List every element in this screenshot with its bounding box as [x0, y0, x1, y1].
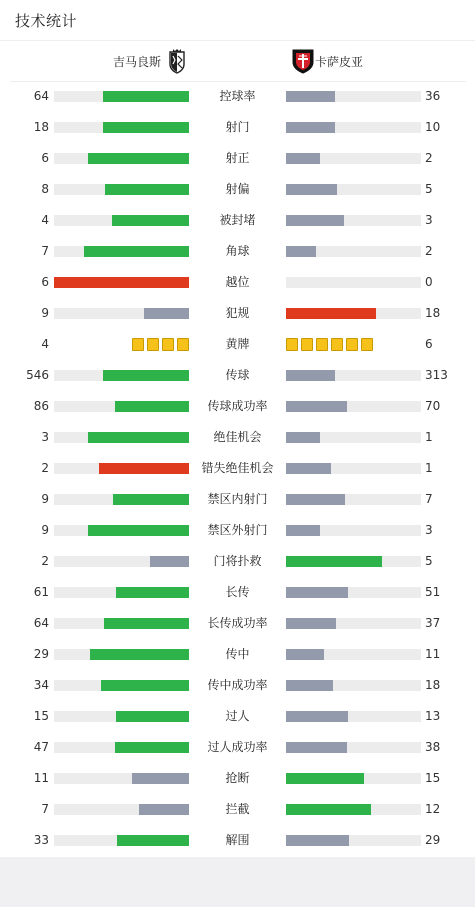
away-stat-value: 5: [425, 182, 433, 196]
stat-row: [0, 515, 475, 546]
stat-row: [0, 143, 475, 174]
home-stat-bar: [54, 122, 189, 133]
stat-row: [0, 825, 475, 856]
away-stat-bar-fill: [286, 246, 316, 257]
away-stat-value: 6: [425, 337, 433, 351]
away-stat-bar-fill: [286, 556, 382, 567]
yellow-card-icon: [162, 338, 174, 351]
away-stat-value: 10: [425, 120, 441, 134]
away-stat-bar: [286, 122, 421, 133]
stat-row: [0, 608, 475, 639]
home-stat-value: 15: [33, 709, 49, 723]
home-stat-bar-fill: [103, 122, 189, 133]
away-stat-bar: [286, 556, 421, 567]
away-stat-value: 29: [425, 833, 441, 847]
home-stat-bar-fill: [115, 742, 189, 753]
home-stat-value: 4: [41, 337, 49, 351]
home-stat-value: 8: [41, 182, 49, 196]
home-stat-value: 34: [33, 678, 49, 692]
stat-label: 控球率: [219, 89, 256, 103]
home-stat-value: 6: [41, 151, 49, 165]
home-stat-value: 9: [41, 306, 49, 320]
home-stat-value: 9: [41, 523, 49, 537]
away-stat-bar: [286, 804, 421, 815]
stat-row: [0, 112, 475, 143]
stat-label: 抢断: [225, 771, 250, 785]
home-stat-bar-fill: [104, 618, 189, 629]
home-stat-value: 29: [33, 647, 49, 661]
home-stat-value: 33: [33, 833, 49, 847]
home-yellow-cards: [132, 338, 189, 351]
away-stat-bar: [286, 587, 421, 598]
away-stat-bar: [286, 525, 421, 536]
away-stat-bar-fill: [286, 153, 320, 164]
away-stat-bar-fill: [286, 494, 345, 505]
away-stat-value: 3: [425, 523, 433, 537]
away-stat-bar: [286, 184, 421, 195]
page-title: 技术统计: [15, 12, 78, 30]
home-stat-value: 6: [41, 275, 49, 289]
stat-row: [0, 267, 475, 298]
away-stat-value: 70: [425, 399, 441, 413]
home-stat-bar-fill: [99, 463, 189, 474]
away-stat-value: 7: [425, 492, 433, 506]
away-stat-value: 2: [425, 151, 433, 165]
away-stat-bar: [286, 494, 421, 505]
home-stat-bar-fill: [150, 556, 189, 567]
yellow-card-icon: [346, 338, 358, 351]
home-stat-bar: [54, 494, 189, 505]
yellow-card-icon: [132, 338, 144, 351]
away-stat-bar-fill: [286, 680, 333, 691]
home-stat-bar: [54, 401, 189, 412]
stat-label: 黄牌: [225, 337, 250, 351]
away-yellow-cards: [286, 338, 373, 351]
home-stat-bar: [54, 711, 189, 722]
stat-label: 越位: [225, 275, 250, 289]
home-stat-bar-fill: [105, 184, 189, 195]
stat-row: [0, 639, 475, 670]
away-stat-bar-fill: [286, 215, 344, 226]
away-stat-bar: [286, 277, 421, 288]
away-stat-value: 313: [425, 368, 448, 382]
yellow-card-icon: [286, 338, 298, 351]
home-stat-value: 18: [33, 120, 49, 134]
away-stat-value: 18: [425, 678, 441, 692]
away-stat-value: 51: [425, 585, 441, 599]
away-stat-bar-fill: [286, 804, 371, 815]
stat-label: 射正: [225, 151, 250, 165]
away-stat-bar-fill: [286, 742, 347, 753]
home-stat-bar-fill: [103, 91, 189, 102]
away-stat-value: 2: [425, 244, 433, 258]
home-stat-bar: [54, 556, 189, 567]
home-stat-value: 9: [41, 492, 49, 506]
home-stat-bar: [54, 153, 189, 164]
stat-row: [0, 701, 475, 732]
away-stat-value: 0: [425, 275, 433, 289]
away-stat-bar: [286, 401, 421, 412]
stat-row: [0, 205, 475, 236]
away-stat-value: 18: [425, 306, 441, 320]
away-stat-value: 3: [425, 213, 433, 227]
stat-label: 射偏: [225, 182, 250, 196]
stat-label: 错失绝佳机会: [201, 461, 274, 475]
home-stat-bar-fill: [88, 153, 189, 164]
stat-label: 禁区内射门: [207, 492, 268, 506]
away-stat-bar-fill: [286, 587, 348, 598]
stat-row: [0, 484, 475, 515]
away-stat-bar: [286, 370, 421, 381]
stat-row: [0, 174, 475, 205]
home-stat-value: 4: [41, 213, 49, 227]
stat-row: [0, 732, 475, 763]
away-stat-bar: [286, 711, 421, 722]
home-stat-bar: [54, 773, 189, 784]
away-stat-bar: [286, 91, 421, 102]
away-stat-bar: [286, 153, 421, 164]
stat-row: [0, 794, 475, 825]
stat-row: [0, 236, 475, 267]
stat-label: 门将扑救: [213, 554, 262, 568]
stat-label: 角球: [225, 244, 250, 258]
home-stat-value: 47: [33, 740, 49, 754]
home-stat-bar: [54, 215, 189, 226]
home-stat-bar-fill: [112, 215, 189, 226]
home-stat-value: 11: [33, 771, 49, 785]
stat-label: 被封堵: [219, 213, 256, 227]
away-stat-bar-fill: [286, 618, 336, 629]
yellow-card-icon: [177, 338, 189, 351]
away-stat-value: 13: [425, 709, 441, 723]
stat-label: 长传: [225, 585, 250, 599]
stat-label: 过人: [225, 709, 250, 723]
home-stat-value: 64: [33, 616, 49, 630]
yellow-card-icon: [331, 338, 343, 351]
home-stat-bar: [54, 618, 189, 629]
away-stat-bar: [286, 432, 421, 443]
away-stat-value: 15: [425, 771, 441, 785]
home-stat-value: 2: [41, 461, 49, 475]
stat-row: [0, 670, 475, 701]
away-stat-bar: [286, 773, 421, 784]
home-stat-bar-fill: [88, 432, 189, 443]
home-team[interactable]: [113, 41, 186, 81]
away-stat-bar-fill: [286, 91, 335, 102]
home-stat-value: 2: [41, 554, 49, 568]
away-stat-bar-fill: [286, 711, 348, 722]
away-stat-bar-fill: [286, 649, 324, 660]
away-stat-bar: [286, 649, 421, 660]
home-stat-bar-fill: [116, 587, 189, 598]
stat-row: [0, 546, 475, 577]
stat-label: 长传成功率: [207, 616, 268, 630]
away-stat-bar: [286, 742, 421, 753]
away-stat-bar-fill: [286, 773, 364, 784]
home-stat-value: 7: [41, 802, 49, 816]
yellow-card-icon: [301, 338, 313, 351]
away-stat-bar-fill: [286, 122, 335, 133]
stats-list: [0, 81, 475, 856]
home-stat-bar: [54, 91, 189, 102]
home-stat-bar: [54, 587, 189, 598]
yellow-card-icon: [361, 338, 373, 351]
teams-row: [10, 41, 466, 82]
stat-row: [0, 453, 475, 484]
home-stat-bar-fill: [88, 525, 189, 536]
stat-label: 禁区外射门: [207, 523, 268, 537]
stat-label: 传球成功率: [207, 399, 268, 413]
home-stat-bar-fill: [144, 308, 189, 319]
home-stat-value: 86: [33, 399, 49, 413]
home-stat-bar: [54, 463, 189, 474]
away-stat-value: 38: [425, 740, 441, 754]
stat-label: 解围: [225, 833, 250, 847]
home-stat-bar: [54, 370, 189, 381]
home-stat-bar: [54, 804, 189, 815]
home-stat-bar-fill: [84, 246, 189, 257]
stat-row: [0, 763, 475, 794]
stat-label: 传中: [225, 647, 250, 661]
home-stat-value: 7: [41, 244, 49, 258]
away-stat-bar-fill: [286, 835, 349, 846]
home-stat-bar: [54, 277, 189, 288]
home-stat-bar: [54, 246, 189, 257]
home-stat-bar-fill: [101, 680, 189, 691]
away-stat-bar-fill: [286, 432, 320, 443]
away-stat-bar-fill: [286, 370, 335, 381]
home-stat-bar-fill: [116, 711, 189, 722]
home-stat-bar: [54, 184, 189, 195]
casa-pia-crest-icon: [292, 48, 310, 74]
stat-label: 过人成功率: [207, 740, 268, 754]
stat-row: [0, 298, 475, 329]
home-stat-bar-fill: [139, 804, 189, 815]
home-stat-value: 64: [33, 89, 49, 103]
away-stat-bar: [286, 618, 421, 629]
home-team-name: 吉马良斯: [112, 54, 161, 69]
away-team[interactable]: [292, 41, 363, 81]
home-stat-bar: [54, 525, 189, 536]
stat-label: 射门: [225, 120, 250, 134]
stat-label: 犯规: [225, 306, 250, 320]
stat-label: 传球: [225, 368, 250, 382]
stat-label: 绝佳机会: [213, 430, 262, 444]
home-stat-bar-fill: [115, 401, 189, 412]
home-stat-bar: [54, 649, 189, 660]
away-stat-value: 11: [425, 647, 441, 661]
stat-row: [0, 360, 475, 391]
away-stat-bar: [286, 463, 421, 474]
home-stat-value: 61: [33, 585, 49, 599]
home-stat-bar: [54, 835, 189, 846]
home-stat-bar: [54, 308, 189, 319]
home-stat-bar-fill: [90, 649, 189, 660]
home-stat-bar-fill: [132, 773, 189, 784]
away-stat-value: 12: [425, 802, 441, 816]
away-stat-bar-fill: [286, 308, 376, 319]
home-stat-bar-fill: [54, 277, 189, 288]
away-stat-bar-fill: [286, 184, 337, 195]
stat-label: 拦截: [225, 802, 250, 816]
stat-row: [0, 329, 475, 360]
away-stat-bar: [286, 835, 421, 846]
away-stat-bar-fill: [286, 401, 347, 412]
stat-label: 传中成功率: [207, 678, 268, 692]
away-stat-bar: [286, 308, 421, 319]
stat-row: [0, 391, 475, 422]
away-stat-bar-fill: [286, 463, 331, 474]
away-stat-bar-fill: [286, 525, 320, 536]
stat-row: [0, 81, 475, 112]
vitoria-guimaraes-crest-icon: [168, 48, 186, 74]
stats-header: [0, 0, 475, 41]
away-stat-bar: [286, 246, 421, 257]
home-stat-bar: [54, 432, 189, 443]
home-stat-value: 546: [26, 368, 49, 382]
yellow-card-icon: [147, 338, 159, 351]
home-stat-value: 3: [41, 430, 49, 444]
away-stat-bar: [286, 680, 421, 691]
stat-row: [0, 577, 475, 608]
home-stat-bar: [54, 742, 189, 753]
home-stat-bar-fill: [103, 370, 189, 381]
yellow-card-icon: [316, 338, 328, 351]
away-stat-bar: [286, 215, 421, 226]
away-stat-value: 36: [425, 89, 441, 103]
away-team-name: 卡萨皮亚: [315, 54, 364, 69]
away-stat-value: 1: [425, 430, 433, 444]
away-stat-value: 1: [425, 461, 433, 475]
stat-row: [0, 422, 475, 453]
away-stat-value: 5: [425, 554, 433, 568]
home-stat-bar: [54, 680, 189, 691]
away-stat-value: 37: [425, 616, 441, 630]
home-stat-bar-fill: [117, 835, 189, 846]
home-stat-bar-fill: [113, 494, 189, 505]
